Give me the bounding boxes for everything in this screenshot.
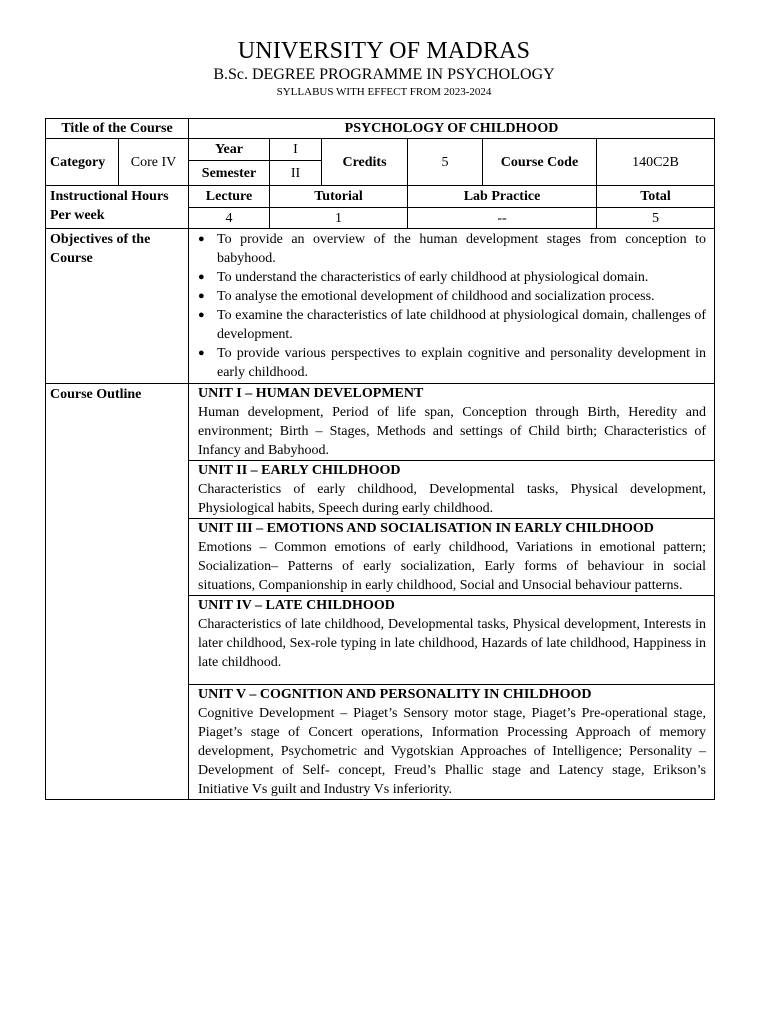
- unit-1-title: UNIT I – HUMAN DEVELOPMENT: [198, 386, 424, 401]
- unit-4-title: UNIT IV – LATE CHILDHOOD: [198, 598, 395, 613]
- unit-2-body: Characteristics of early childhood, Developmental tasks, Physical development, Physiological habits, Speech during early childhood.: [198, 482, 706, 516]
- tutorial-label: Tutorial: [270, 186, 408, 208]
- unit-1: [189, 384, 715, 461]
- semester-value: II: [270, 161, 322, 186]
- course-code-label: Course Code: [483, 139, 597, 186]
- title-row: [46, 119, 715, 139]
- bullet-icon: ●: [198, 271, 205, 283]
- objectives-list: [195, 230, 706, 382]
- syllabus-effect: SYLLABUS WITH EFFECT FROM 2023-2024: [276, 86, 492, 98]
- objective-text: To analyse the emotional development of childhood and socialization process.: [217, 289, 655, 304]
- course-outline-label: Course Outline: [46, 384, 189, 800]
- unit-2-title: UNIT II – EARLY CHILDHOOD: [198, 463, 401, 478]
- unit-5-body: Cognitive Development – Piaget’s Sensory motor stage, Piaget’s Pre-operational stage, Piaget’s stage of Concert operations, Information Processing Approach of memory development, Psychometric and Vygotskian Approaches of Intelligence; Personality – Development of Self- concept, Freud’s Phallic stage and Latency stage, Erikson’s Initiative Vs guilt and Industry Vs inferiority.: [198, 706, 706, 797]
- total-label: Total: [597, 186, 715, 208]
- category-row: [46, 139, 715, 161]
- unit-4-body: Characteristics of late childhood, Developmental tasks, Physical development, Interests in later childhood, Sex-role typing in late childhood, Hazards of late childhood, Happiness in late childhood.: [198, 617, 706, 670]
- objective-item: [195, 268, 706, 287]
- unit-3-title: UNIT III – EMOTIONS AND SOCIALISATION IN EARLY CHILDHOOD: [198, 521, 654, 536]
- unit-4: [189, 596, 715, 685]
- year-value: I: [270, 139, 322, 161]
- hours-header-row: [46, 186, 715, 208]
- category-label: Category: [46, 139, 119, 186]
- category-value: Core IV: [119, 139, 189, 186]
- unit-2: [189, 461, 715, 519]
- objective-item: [195, 287, 706, 306]
- credits-value: 5: [408, 139, 483, 186]
- tutorial-value: 1: [270, 208, 408, 229]
- objectives-row: [46, 229, 715, 384]
- university-title: UNIVERSITY OF MADRAS: [237, 38, 531, 64]
- unit-3: [189, 519, 715, 596]
- unit-5-title: UNIT V – COGNITION AND PERSONALITY IN CHILDHOOD: [198, 687, 592, 702]
- bullet-icon: ●: [198, 347, 205, 359]
- lab-practice-label: Lab Practice: [408, 186, 597, 208]
- bullet-icon: ●: [198, 309, 205, 321]
- programme-title: B.Sc. DEGREE PROGRAMME IN PSYCHOLOGY: [213, 66, 555, 83]
- objective-item: [195, 344, 706, 382]
- hours-label: Instructional Hours Per week: [46, 186, 189, 229]
- objectives-cell: [189, 229, 715, 384]
- title-label: Title of the Course: [46, 119, 189, 139]
- objectives-label: Objectives of the Course: [46, 229, 189, 384]
- unit-3-body: Emotions – Common emotions of early childhood, Variations in emotional pattern; Socialization– Patterns of early socialization, Early forms of behaviour in social situations, Companionship in early childhood, Social and Unsocial behaviour patterns.: [198, 540, 706, 593]
- objective-text: To examine the characteristics of late childhood at physiological domain, challenges of development.: [217, 308, 706, 342]
- objective-item: [195, 230, 706, 268]
- credits-label: Credits: [322, 139, 408, 186]
- lab-practice-value: --: [408, 208, 597, 229]
- lecture-label: Lecture: [189, 186, 270, 208]
- total-value: 5: [597, 208, 715, 229]
- syllabus-table: [45, 118, 715, 800]
- year-label: Year: [189, 139, 270, 161]
- course-title: PSYCHOLOGY OF CHILDHOOD: [189, 119, 715, 139]
- objective-item: [195, 306, 706, 344]
- semester-label: Semester: [189, 161, 270, 186]
- objective-text: To provide an overview of the human development stages from conception to babyhood.: [217, 232, 706, 266]
- unit-1-body: Human development, Period of life span, Conception through Birth, Heredity and environment; Birth – Stages, Methods and settings of Child birth; Characteristics of Infancy and Babyhood.: [198, 405, 706, 458]
- unit-row: [46, 384, 715, 461]
- unit-5: [189, 685, 715, 800]
- lecture-value: 4: [189, 208, 270, 229]
- objective-text: To provide various perspectives to explain cognitive and personality development in early childhood.: [217, 346, 706, 380]
- course-code-value: 140C2B: [597, 139, 715, 186]
- bullet-icon: ●: [198, 233, 205, 245]
- bullet-icon: ●: [198, 290, 205, 302]
- objective-text: To understand the characteristics of early childhood at physiological domain.: [217, 270, 649, 285]
